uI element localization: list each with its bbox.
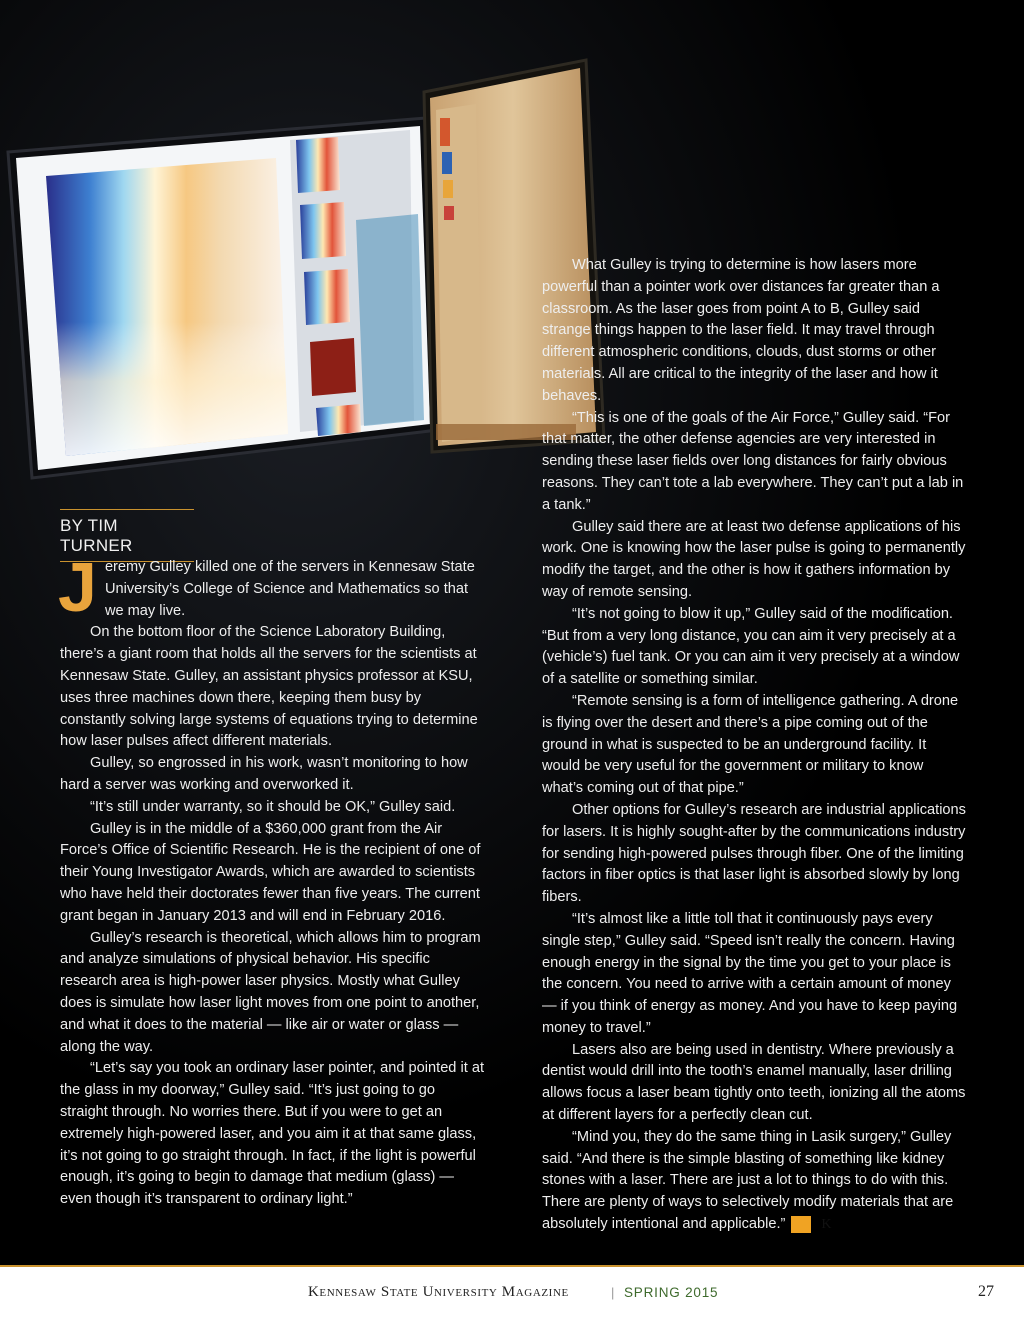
magazine-name: Kennesaw State University Magazine [308,1284,569,1300]
article-paragraph-text: eremy Gulley killed one of the servers in Kennesaw State University’s College of Science and Mathematics so that we may live. [104,559,475,619]
article-paragraph: What Gulley is trying to determine is how lasers more powerful than a pointer work over distances far greater than a classroom. As the laser goes from point A to B, Gulley said strange things happen to the laser field. It may travel through different atmospheric conditions, clouds, dust storms or other materials. All are critical to the integrity of the laser and how it behaves. [542,257,940,404]
footer-separator: | [611,1285,615,1300]
article-paragraph: “It’s almost like a little toll that it continuously pays every single step,” Gulley said. “Speed isn’t really the concern. Having enough energy in the signal by the time you get to your place is the concern. You need to arrive with a certain amount of money — if you think of energy as money. And you have to keep paying money to travel.” [542,910,958,1036]
article-paragraph: Lasers also are being used in dentistry. Where previously a dentist would drill into the tooth’s enamel manually, laser drilling allows focus a laser beam tightly onto teeth, ionizing all the atoms at different layers for a perfectly clean cut. [542,1041,966,1124]
article-paragraph: “This is one of the goals of the Air Force,” Gulley said. “For that matter, the other defense agencies are very interested in sending these laser fields over long distances for fairly obvious reasons. They can’t tote a lab everywhere. They can’t put a lab in a tank.” [542,409,964,513]
article-paragraph: Gulley said there are at least two defense applications of his work. One is knowing how the laser pulse is going to permanently modify the target, and the other is how it gathers information by way of remote sensing. [542,518,966,600]
article-paragraph: Gulley is in the middle of a $360,000 grant from the Air Force’s Office of Scientific Research. He is the recipient of one of their Young Investigator Awards, which are awarded to scientists who have held their doctorates fewer than five years. The current grant began in January 2013 and will end in February 2016. [60,820,481,924]
byline: BY TIM TURNER [60,509,194,562]
article-paragraph: Gulley’s research is theoretical, which allows him to program and analyze simulations of physical behavior. His specific research area is high-power laser physics. Mostly what Gulley does is simulate how laser light moves from one point to another, and what it does to the material — like air or water or glass — along the way. [60,929,481,1055]
article-paragraph: “Remote sensing is a form of intelligence gathering. A drone is flying over the desert and there’s a pipe coming out of the ground in what is suspected to be an underground facility. It would be very useful for the government or military to know what’s coming out of that pipe.” [542,692,959,797]
article-left-column [58,548,485,1211]
article-paragraph: “It’s still under warranty, so it should be OK,” Gulley said. [90,798,456,815]
drop-cap: J [58,548,97,626]
end-mark-icon: K [791,1216,811,1233]
article-paragraph: Other options for Gulley’s research are industrial applications for lasers. It is highly sought-after by the communications industry for sending high-powered pulses through fiber. One of the limiting factors in fiber optics is that laser light is absorbed slowly by long fibers. [542,801,966,906]
article-paragraph: On the bottom floor of the Science Laboratory Building, there’s a giant room that holds all the servers for the scientists at Kennesaw State. Gulley, an assistant physics professor at KSU, uses three machines down there, keeping them busy by constantly solving large systems of equations trying to determine how laser pulses affect different materials. [60,624,478,750]
article-right-column [542,255,966,1236]
article-paragraph [58,548,484,626]
page-number: 27 [978,1283,994,1300]
page-footer [0,1265,1024,1327]
article-paragraph-text: “Mind you, they do the same thing in Lasik surgery,” Gulley said. “And there is the simple blasting of something like kidney stones with a laser. There are just a lot to things to do with this. There are plenty of ways to selectively modify materials that are absolutely intentional and applicable.” [542,1128,954,1233]
article-paragraph: Gulley, so engrossed in his work, wasn’t monitoring to how hard a server was working and overworked it. [60,755,468,793]
issue-label: SPRING 2015 [624,1285,719,1300]
article-paragraph: “Let’s say you took an ordinary laser pointer, and pointed it at the glass in my doorway,” Gulley said. “It’s just going to go straight through. No worries there. But if you were to get an extremely high-powered laser, and you aim it at that same glass, it’s not going to go straight through. In fact, if the light is powerful enough, it’s going to begin to damage that medium (glass) — even though it’s transparent to ordinary light.” [60,1060,485,1208]
article-paragraph: “It’s not going to blow it up,” Gulley said of the modification. “But from a very long distance, you can aim it very precisely at a (vehicle’s) fuel tank. Or you can aim it very precisely at a window of a satellite or something similar. [542,605,960,688]
article-paragraph [542,1127,966,1236]
